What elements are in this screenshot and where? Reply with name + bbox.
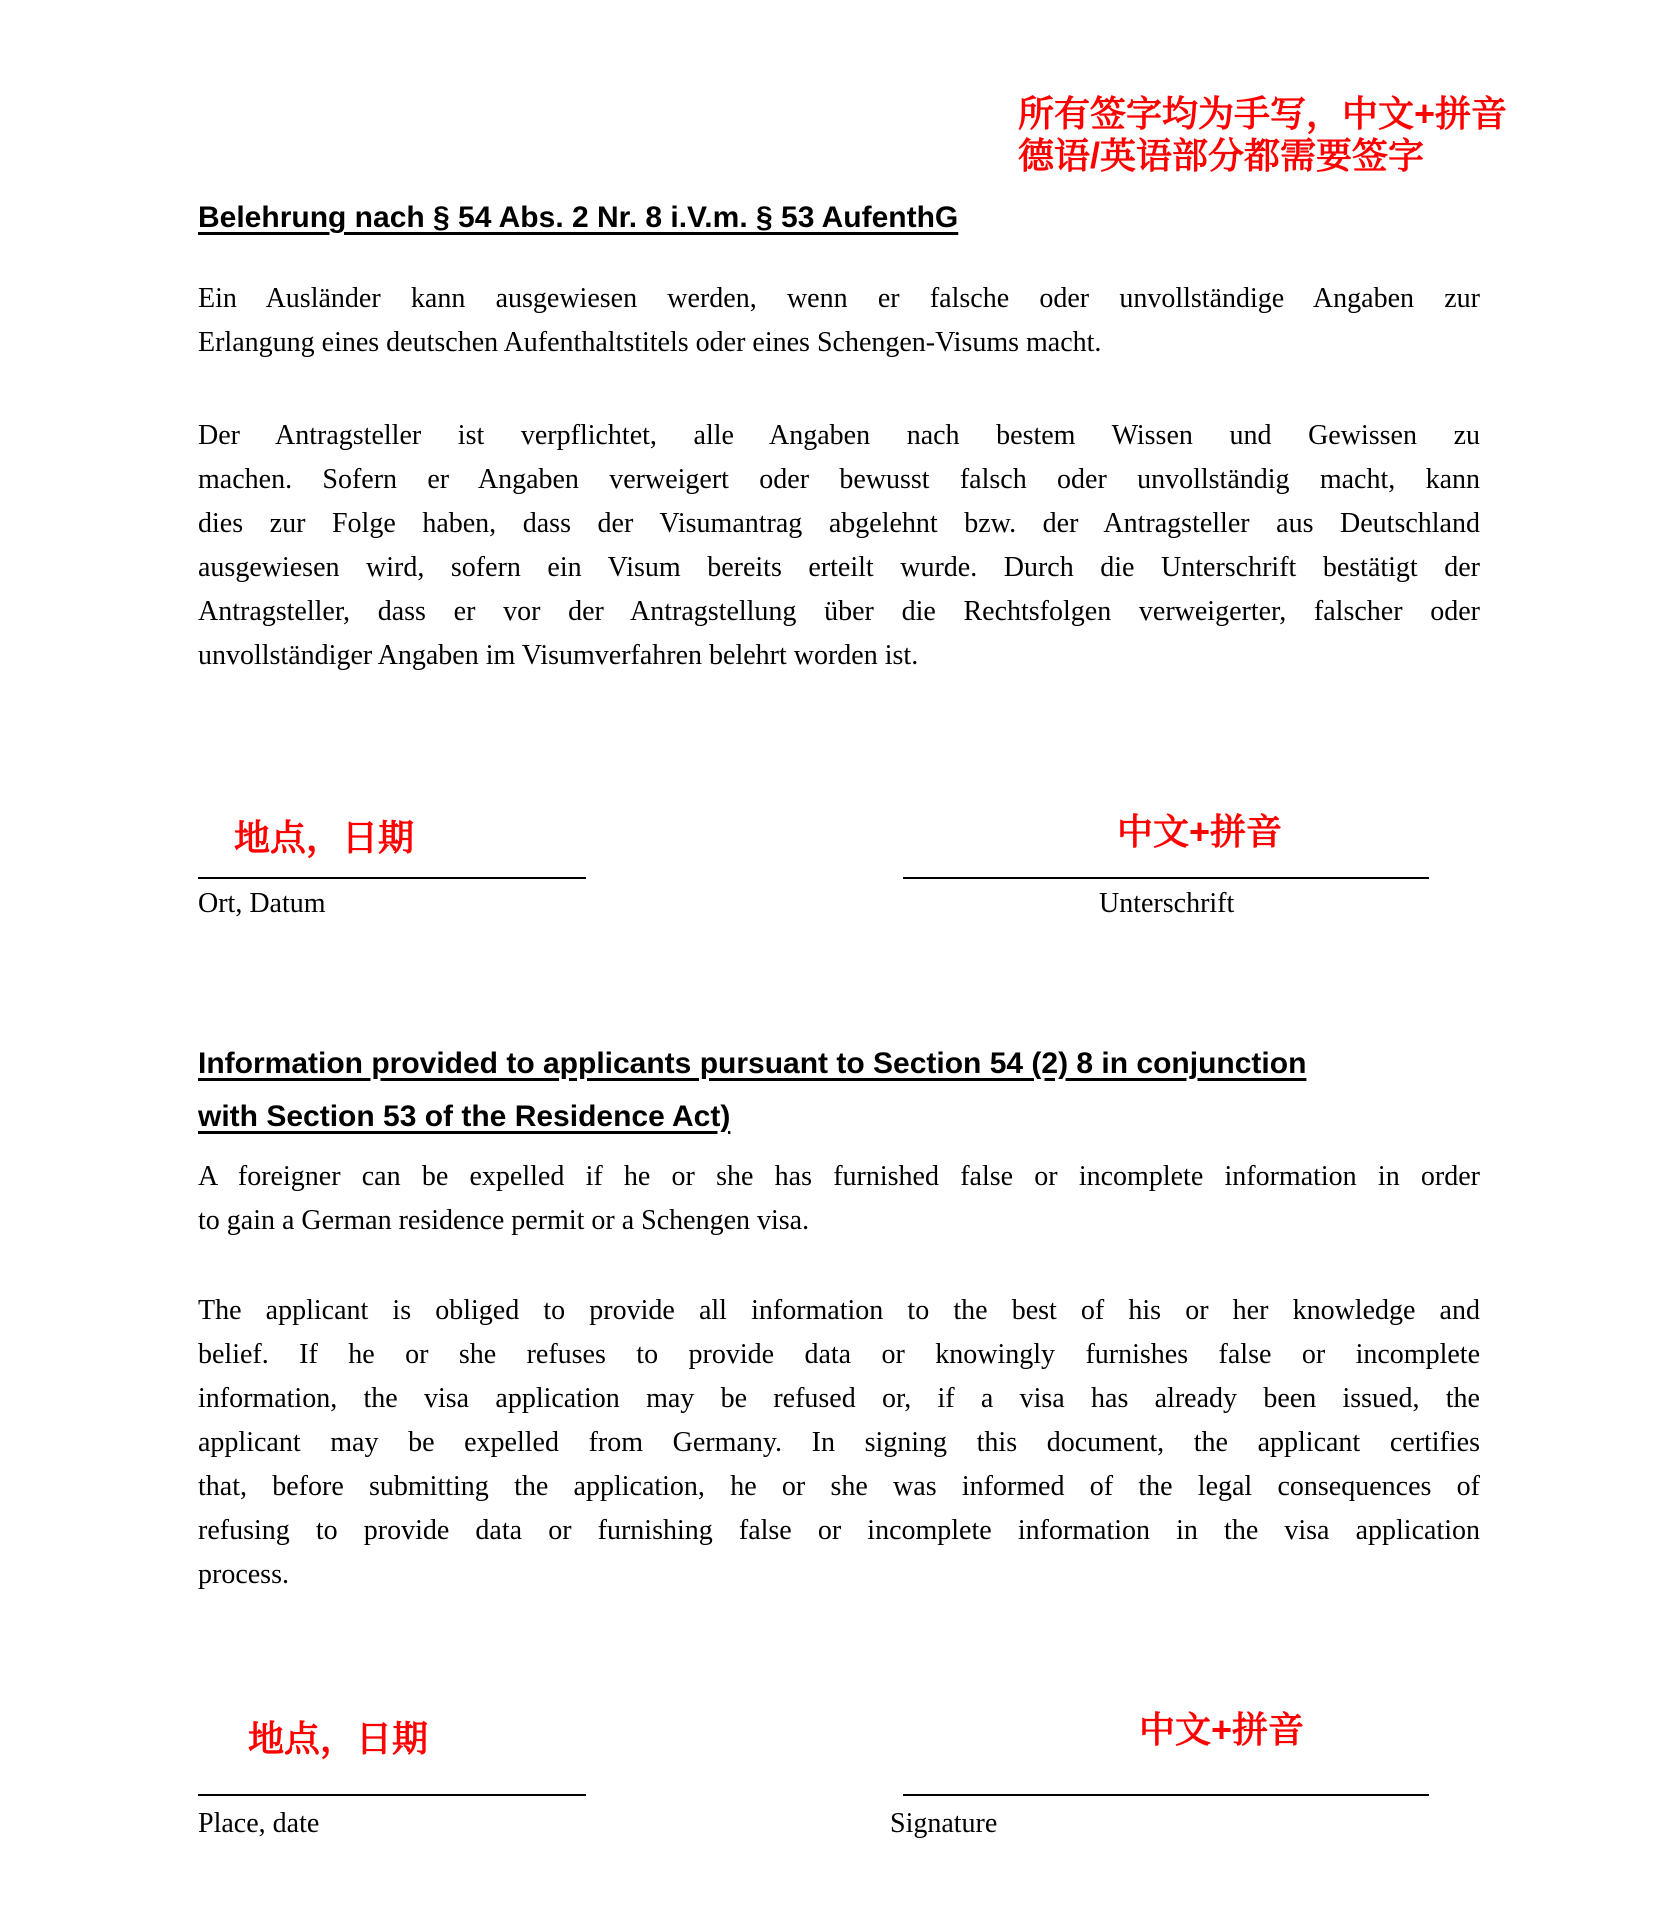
top-red-annotation [1018, 93, 1507, 177]
german-paragraph-2-line: Antragsteller, dass er vor der Antragstellung über die Rechtsfolgen verweigerter, falscher oder [198, 596, 1480, 627]
german-signature-label: Unterschrift [1099, 888, 1235, 919]
english-paragraph-2-line: belief. If he or she refuses to provide data or knowingly furnishes false or incomplete [198, 1339, 1480, 1370]
german-paragraph-2-line: Der Antragsteller ist verpflichtet, alle Angaben nach bestem Wissen und Gewissen zu [198, 420, 1480, 451]
top-red-annotation-line2: 德语/英语部分都需要签字 [1018, 135, 1425, 176]
german-paragraph-1-line: Erlangung eines deutschen Aufenthaltstitels oder eines Schengen-Visums macht. [198, 327, 1102, 358]
english-place-date-signature-line [198, 1794, 586, 1796]
english-paragraph-1-line: to gain a German residence permit or a Schengen visa. [198, 1205, 810, 1236]
top-red-annotation-line1: 所有签字均为手写，中文+拼音 [1018, 93, 1508, 134]
german-paragraph-1 [198, 277, 1480, 365]
german-place-date-signature-line [198, 877, 586, 879]
english-paragraph-2-line: The applicant is obliged to provide all information to the best of his or her knowledge and [198, 1295, 1480, 1326]
german-paragraph-2 [198, 414, 1480, 678]
english-paragraph-2-line: information, the visa application may be refused or, if a visa has already been issued, the [198, 1383, 1480, 1414]
english-place-date-label: Place, date [198, 1808, 320, 1839]
german-paragraph-2-line: ausgewiesen wird, sofern ein Visum bereits erteilt wurde. Durch die Unterschrift bestätigt der [198, 552, 1480, 583]
german-place-date-red-annotation: 地点，日期 [234, 817, 415, 858]
english-paragraph-2 [198, 1289, 1480, 1597]
german-place-date-label: Ort, Datum [198, 888, 326, 919]
english-paragraph-2-line: process. [198, 1559, 289, 1590]
english-section-heading-line2: with Section 53 of the Residence Act) [198, 1100, 731, 1133]
german-section-heading: Belehrung nach § 54 Abs. 2 Nr. 8 i.V.m. § 53 AufenthG [198, 201, 959, 234]
english-paragraph-1-line: A foreigner can be expelled if he or she has furnished false or incomplete information in order [198, 1161, 1480, 1192]
german-signature-line [903, 877, 1429, 879]
english-signature-label: Signature [890, 1808, 998, 1839]
german-paragraph-2-line: machen. Sofern er Angaben verweigert oder bewusst falsch oder unvollständig macht, kann [198, 464, 1480, 495]
english-paragraph-2-line: applicant may be expelled from Germany. In signing this document, the applicant certifies [198, 1427, 1480, 1458]
english-section-heading-line1: Information provided to applicants pursuant to Section 54 (2) 8 in conjunction [198, 1047, 1307, 1080]
english-signature-line [903, 1794, 1429, 1796]
english-signature-red-annotation: 中文+拼音 [1139, 1709, 1305, 1750]
german-paragraph-1-line: Ein Ausländer kann ausgewiesen werden, wenn er falsche oder unvollständige Angaben zur [198, 283, 1480, 314]
english-paragraph-2-line: refusing to provide data or furnishing false or incomplete information in the visa application [198, 1515, 1480, 1546]
german-signature-red-annotation: 中文+拼音 [1117, 811, 1283, 852]
english-place-date-red-annotation: 地点，日期 [248, 1718, 429, 1759]
english-section-heading [198, 1037, 1306, 1143]
english-paragraph-1 [198, 1155, 1480, 1243]
german-paragraph-2-line: dies zur Folge haben, dass der Visumantrag abgelehnt bzw. der Antragsteller aus Deutschland [198, 508, 1480, 539]
english-paragraph-2-line: that, before submitting the application, he or she was informed of the legal consequences of [198, 1471, 1480, 1502]
german-paragraph-2-line: unvollständiger Angaben im Visumverfahren belehrt worden ist. [198, 640, 919, 671]
